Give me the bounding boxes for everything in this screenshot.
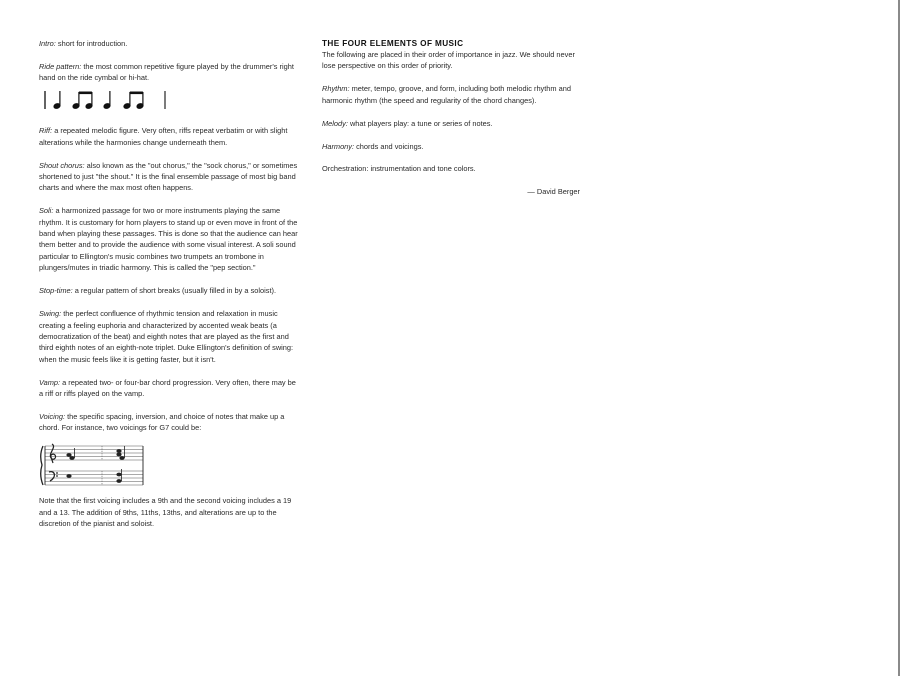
- definition-ride-pattern: the most common repetitive figure played by the drummer's right hand on the ride cymbal or hi-hat.: [39, 61, 294, 83]
- definition-harmony: chords and voicings.: [354, 141, 424, 151]
- element-orchestration: [322, 163, 584, 174]
- element-rhythm: [322, 83, 584, 106]
- definition-orchestration: instrumentation and tone colors.: [368, 164, 476, 174]
- definition-shout-chorus: also known as the "out chorus," the "sock chorus," or sometimes shortened to just "the shout." It is the final ensemble passage of most big band charts and where the max most often happens.: [39, 160, 298, 193]
- term-swing: Swing:: [39, 309, 62, 319]
- rhythm-notation-icon: [41, 89, 171, 111]
- term-rhythm: Rhythm:: [322, 84, 350, 94]
- definition-soli: a harmonized passage for two or more instruments playing the same rhythm. It is customary for horn players to stand up or even move in front of the band when playing these passages. This is done so that the audience can hear them better and to provide the audience with some visual interest. A soli sound particular to Ellington's music combines two trumpets an trombone in plungers/mutes in triadic harmony. This is called the "pep section.": [39, 206, 298, 273]
- term-soli: Soli:: [39, 206, 54, 216]
- entry-riff: [39, 125, 301, 148]
- glossary-column-left: [39, 38, 301, 541]
- term-harmony: Harmony:: [322, 141, 355, 151]
- entry-shout-chorus: [39, 160, 301, 194]
- entry-ride-pattern: [39, 61, 301, 84]
- four-elements-column: [322, 38, 584, 209]
- element-harmony: [322, 141, 584, 152]
- term-riff: Riff:: [39, 126, 53, 136]
- term-stop-time: Stop-time:: [39, 286, 73, 296]
- definition-vamp: a repeated two- or four-bar chord progression. Very often, there may be a riff or riffs played on the vamp.: [39, 377, 296, 399]
- section-intro: The following are placed in their order of importance in jazz. We should never lose perspective on this order of priority.: [322, 50, 575, 71]
- term-ride-pattern: Ride pattern:: [39, 61, 82, 71]
- attribution: — David Berger: [527, 187, 580, 197]
- definition-riff: a repeated melodic figure. Very often, riffs repeat verbatim or with slight alterations while the harmonies change underneath them.: [39, 126, 288, 147]
- term-orchestration: Orchestration:: [322, 164, 369, 174]
- grand-staff-icon: [39, 441, 145, 489]
- entry-voicing: [39, 411, 301, 434]
- entry-stop-time: [39, 285, 301, 296]
- term-intro: Intro:: [39, 39, 56, 48]
- voicing-note: Note that the first voicing includes a 9th and the second voicing includes a 19 and a 13. The addition of 9ths, 11ths, 13ths, and alterations are up to the discretion of the pianist and soloist.: [39, 496, 292, 529]
- definition-intro: short for introduction.: [55, 39, 128, 48]
- section-title: THE FOUR ELEMENTS OF MUSIC: [322, 39, 464, 48]
- term-vamp: Vamp:: [39, 377, 61, 387]
- entry-vamp: [39, 377, 301, 400]
- term-shout-chorus: Shout chorus:: [39, 160, 85, 170]
- definition-stop-time: a regular pattern of short breaks (usually filled in by a soloist).: [72, 286, 277, 296]
- term-melody: Melody:: [322, 118, 348, 128]
- definition-swing: the perfect confluence of rhythmic tension and relaxation in music creating a feeling euphoria and characterized by accented weak beats (a democratization of the beat) and eighth notes that are played as the first and third eighth notes of an eighth-note triplet. Duke Ellington's definition of swing: when the music feels like it is getting faster, but it isn't.: [39, 309, 294, 364]
- definition-melody: what players play: a tune or series of notes.: [347, 118, 493, 128]
- entry-intro: [39, 38, 301, 49]
- definition-voicing: the specific spacing, inversion, and choice of notes that make up a chord. For instance, two voicings for G7 could be:: [39, 411, 285, 433]
- definition-rhythm: meter, tempo, groove, and form, including both melodic rhythm and harmonic rhythm (the speed and regularity of the chord changes).: [322, 84, 571, 105]
- entry-soli: [39, 205, 301, 273]
- element-melody: [322, 118, 584, 129]
- entry-swing: [39, 308, 301, 365]
- term-voicing: Voicing:: [39, 411, 66, 421]
